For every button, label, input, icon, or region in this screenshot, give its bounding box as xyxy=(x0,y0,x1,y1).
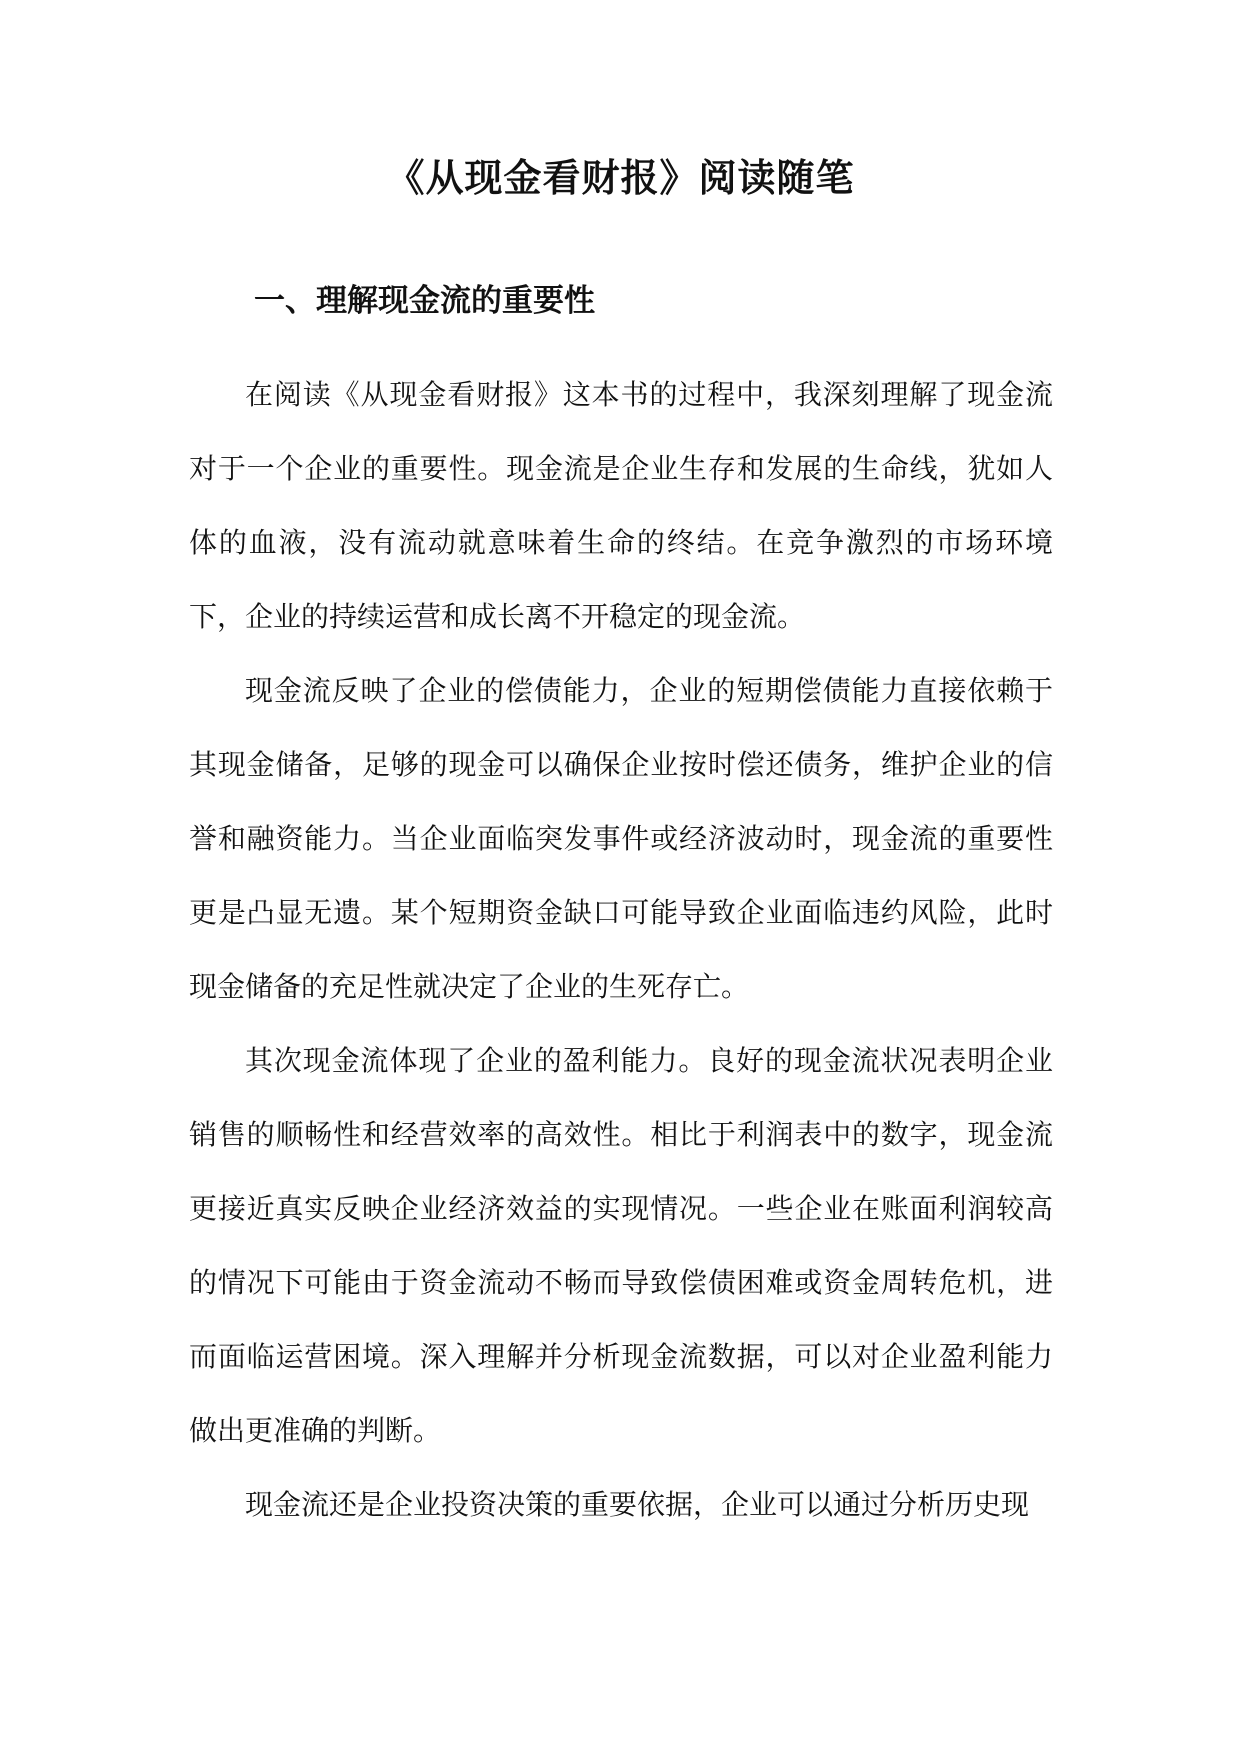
section-heading: 一、理解现金流的重要性 xyxy=(254,283,595,319)
document-title: 《从现金看财报》阅读随笔 xyxy=(386,155,855,200)
paragraph-2: 现金流反映了企业的偿债能力，企业的短期偿债能力直接依赖于其现金储备，足够的现金可以确保企业按时偿还债务，维护企业的信誉和融资能力。当企业面临突发事件或经济波动时，现金流的重要性更是凸显无遗。某个短期资金缺口可能导致企业面临违约风险，此时现金储备的充足性就决定了企业的生死存亡。 xyxy=(189,674,1053,1003)
paragraph-4: 现金流还是企业投资决策的重要依据，企业可以通过分析历史现 xyxy=(245,1488,1030,1521)
paragraph-3: 其次现金流体现了企业的盈利能力。良好的现金流状况表明企业销售的顺畅性和经营效率的高效性。相比于利润表中的数字，现金流更接近真实反映企业经济效益的实现情况。一些企业在账面利润较高的情况下可能由于资金流动不畅而导致偿债困难或资金周转危机，进而面临运营困境。深入理解并分析现金流数据，可以对企业盈利能力做出更准确的判断。 xyxy=(189,1044,1053,1447)
paragraph-1: 在阅读《从现金看财报》这本书的过程中，我深刻理解了现金流对于一个企业的重要性。现金流是企业生存和发展的生命线，犹如人体的血液，没有流动就意味着生命的终结。在竞争激烈的市场环境下，企业的持续运营和成长离不开稳定的现金流。 xyxy=(189,378,1053,633)
section-body xyxy=(189,358,1053,1542)
